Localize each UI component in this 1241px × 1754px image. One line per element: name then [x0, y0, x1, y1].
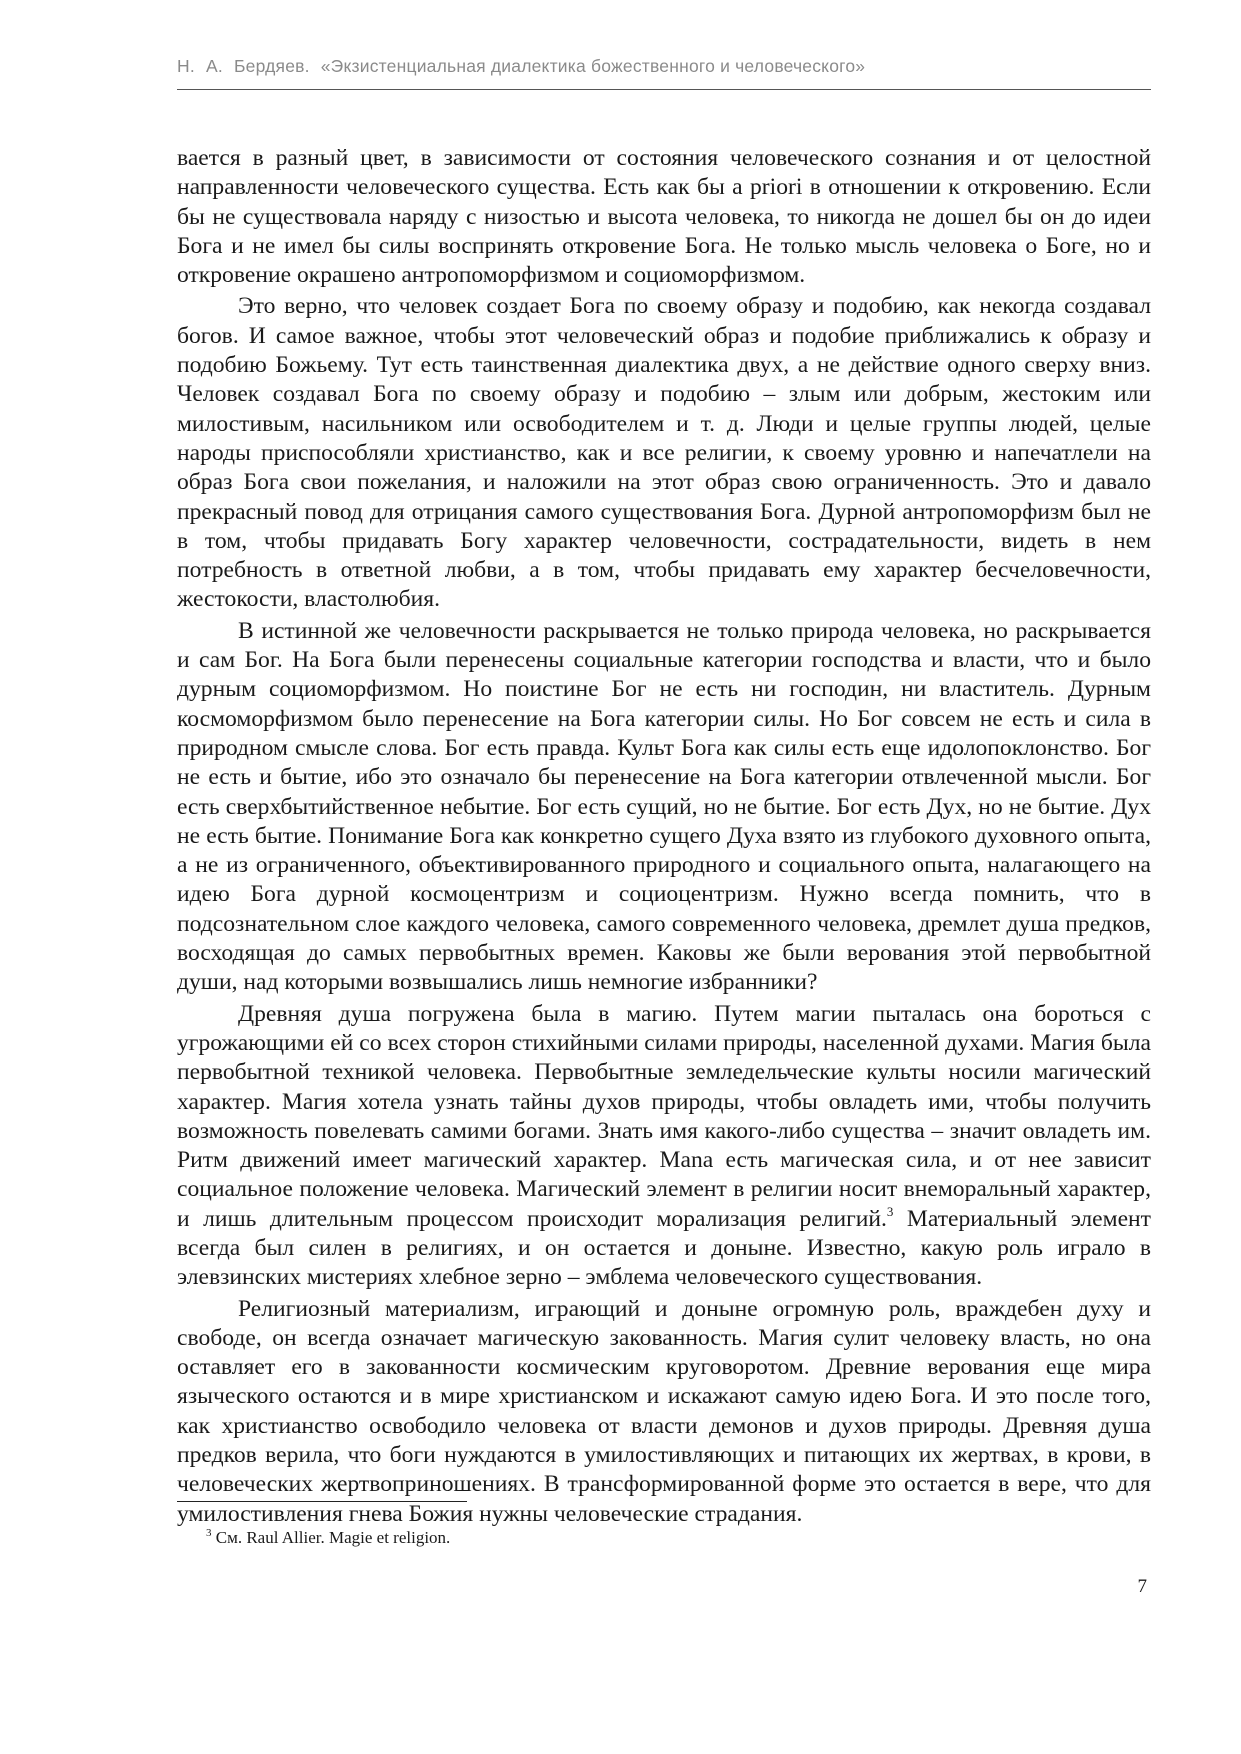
- footnote: [206, 1528, 450, 1548]
- paragraph-3: В истинной же человечности раскрывается не только природа человека, но раскрывается и сам Бог. На Бога были перенесены социальные категории господства и власти, что и было дурным социоморфизмом. Но поистине Бог не есть ни господин, ни властитель. Дурным космоморфизмом было перенесение на Бога категории силы. Но Бог совсем не есть и сила в природном смысле слова. Бог есть правда. Культ Бога как силы есть еще идолопоклонство. Бог не есть и бытие, ибо это означало бы перенесение на Бога категории отвлеченной мысли. Бог есть сверхбытийственное небытие. Бог есть сущий, но не бытие. Бог есть Дух, но не бытие. Дух не есть бытие. Понимание Бога как конкретно сущего Духа взято из глубокого духовного опыта, а не из ограниченного, объективированного природного и социального опыта, налагающего на идею Бога дурной космоцентризм и социоцентризм. Нужно всегда помнить, что в подсознательном слое каждого человека, самого современного человека, дремлет душа предков, восходящая до самых первобытных времен. Каковы же были верования этой первобытной души, над которыми возвышались лишь немногие избранники?: [177, 617, 1151, 996]
- footnote-reference[interactable]: 3: [886, 1203, 894, 1219]
- paragraph-2: Это верно, что человек создает Бога по своему образу и подобию, как некогда создавал богов. И самое важное, чтобы этот человеческий образ и подобие приближались к образу и подобию Божьему. Тут есть таинственная диалектика двух, а не действие одного сверху вниз. Человек создавал Бога по своему образу и подобию – злым или добрым, жестоким или милостивым, насильником или освободителем и т. д. Люди и целые группы людей, целые народы приспособляли христианство, как и все религии, к своему уровню и напечатлели на образ Бога свои пожелания, и наложили на этот образ свою ограниченность. Это и давало прекрасный повод для отрицания самого существования Бога. Дурной антропоморфизм был не в том, чтобы придавать Богу характер человечности, сострадательности, видеть в нем потребность в ответной любви, а в том, чтобы придавать ему характер бесчеловечности, жестокости, властолюбия.: [177, 293, 1151, 613]
- running-head: [177, 56, 1151, 77]
- paragraph-1: вается в разный цвет, в зависимости от состояния человеческого сознания и от целостной направленности человеческого существа. Есть как бы a priori в отношении к откровению. Если бы не существовала наряду с низостью и высота человека, то никогда не дошел бы он до идеи Бога и не имел бы силы воспринять откровение Бога. Не только мысль человека о Боге, но и откровение окрашено антропоморфизмом и социоморфизмом.: [177, 145, 1151, 289]
- main-text: [177, 144, 1151, 1529]
- running-head-author: Н. А. Бердяев.: [177, 56, 310, 76]
- paragraph-4-part-2: Материальный элемент всегда был силен в религиях, и он остается и доныне. Известно, какую роль играло в элевзинских мистериях хлебное зерно – эмблема человеческого существования.: [177, 1205, 1151, 1291]
- paragraph-5: Религиозный материализм, играющий и доныне огромную роль, враждебен духу и свободе, он всегда означает магическую закованность. Магия сулит человеку власть, но она оставляет его в закованности космическим круговоротом. Древние верования еще мира языческого остаются и в мире христианском и искажают самую идею Бога. И это после того, как христианство освободило человека от власти демонов и духов природы. Древняя душа предков верила, что боги нуждаются в умилостивляющих и питающих их жертвах, в крови, в человеческих жертвоприношениях. В трансформированной форме это остается в вере, что для умилостивления гнева Божия нужны человеческие страдания.: [177, 1295, 1151, 1527]
- page-number: 7: [1137, 1576, 1147, 1597]
- paragraph-4: [177, 1000, 1151, 1293]
- running-head-title: «Экзистенциальная диалектика божественного и человеческого»: [320, 56, 866, 76]
- footnote-text: См. Raul Allier. Magie et religion.: [211, 1528, 451, 1547]
- header-rule: [177, 89, 1151, 90]
- footnote-rule: [177, 1501, 467, 1502]
- paragraph-4-part-1: Древняя душа погружена была в магию. Путем магии пыталась она бороться с угрожающими ей со всех сторон стихийными силами природы, населенной духами. Магия была первобытной техникой человека. Первобытные земледельческие культы носили магический характер. Магия хотела узнать тайны духов природы, чтобы овладеть ими, чтобы получить возможность повелевать самими богами. Знать имя какого-либо существа – значит овладеть им. Ритм движений имеет магический характер. Mana есть магическая сила, и от нее зависит социальное положение человека. Магический элемент в религии носит внеморальный характер, и лишь длительным процессом происходит морализация религий.: [177, 1000, 1151, 1232]
- footnote-number: 3: [206, 1527, 212, 1539]
